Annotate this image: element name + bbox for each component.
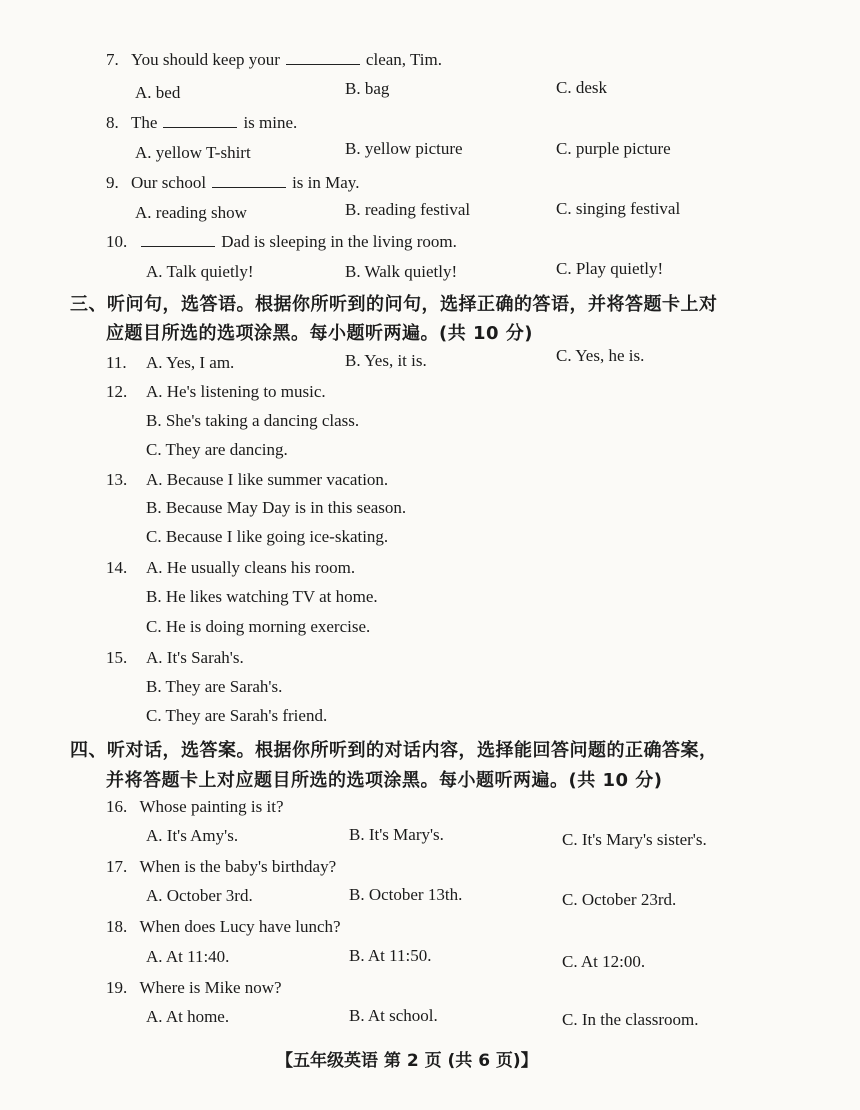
option-13b: B. Because May Day is in this season. bbox=[146, 498, 407, 517]
question-12-number: 12. bbox=[106, 382, 128, 401]
option-18a: A. At 11:40. bbox=[146, 947, 230, 966]
page-footer: 【五年级英语 第 2 页 (共 6 页)】 bbox=[276, 1051, 538, 1071]
option-11c: C. Yes, he is. bbox=[556, 346, 645, 365]
option-17b: B. October 13th. bbox=[349, 885, 463, 904]
question-9 bbox=[106, 173, 359, 193]
option-16b: B. It's Mary's. bbox=[349, 825, 444, 844]
option-14b: B. He likes watching TV at home. bbox=[146, 587, 378, 606]
option-9c: C. singing festival bbox=[556, 199, 681, 218]
option-8c: C. purple picture bbox=[556, 139, 671, 158]
section-4-heading-line1: 四、听对话，选答案。根据你所听到的对话内容，选择能回答问题的正确答案， bbox=[70, 740, 718, 761]
question-number: 16. bbox=[106, 797, 128, 816]
option-7b: B. bag bbox=[345, 79, 390, 98]
option-17c: C. October 23rd. bbox=[562, 890, 677, 909]
answer-blank bbox=[163, 113, 237, 128]
question-number: 7. bbox=[106, 50, 119, 69]
question-8 bbox=[106, 113, 297, 133]
option-9b: B. reading festival bbox=[345, 200, 471, 219]
question-11-number: 11. bbox=[106, 353, 127, 372]
answer-blank bbox=[141, 232, 215, 247]
option-7a: A. bed bbox=[135, 83, 181, 102]
option-9a: A. reading show bbox=[135, 203, 247, 222]
question-15-number: 15. bbox=[106, 648, 128, 667]
section-3-heading-line2: 应题目所选的选项涂黑。每小题听两遍。(共 10 分) bbox=[106, 323, 534, 344]
question-7 bbox=[106, 50, 442, 70]
section-3-heading-line1: 三、听问句，选答语。根据你所听到的问句，选择正确的答语，并将答题卡上对 bbox=[70, 294, 718, 315]
option-13a: A. Because I like summer vacation. bbox=[146, 470, 389, 489]
question-number: 17. bbox=[106, 857, 128, 876]
option-16c: C. It's Mary's sister's. bbox=[562, 830, 707, 849]
option-12b: B. She's taking a dancing class. bbox=[146, 411, 360, 430]
option-10a: A. Talk quietly! bbox=[146, 262, 254, 281]
question-text-post: is mine. bbox=[243, 113, 298, 132]
question-19 bbox=[106, 978, 282, 998]
question-18 bbox=[106, 917, 341, 937]
question-text-pre: You should keep your bbox=[131, 50, 280, 69]
question-10 bbox=[106, 232, 457, 252]
option-8a: A. yellow T-shirt bbox=[135, 143, 251, 162]
option-10b: B. Walk quietly! bbox=[345, 262, 458, 281]
answer-blank bbox=[212, 173, 286, 188]
option-15b: B. They are Sarah's. bbox=[146, 677, 283, 696]
question-16 bbox=[106, 797, 284, 817]
answer-blank bbox=[286, 50, 360, 65]
option-12a: A. He's listening to music. bbox=[146, 382, 326, 401]
option-14c: C. He is doing morning exercise. bbox=[146, 617, 371, 636]
question-text-post: clean, Tim. bbox=[365, 50, 442, 69]
question-number: 19. bbox=[106, 978, 128, 997]
option-19b: B. At school. bbox=[349, 1006, 438, 1025]
option-18c: C. At 12:00. bbox=[562, 952, 646, 971]
question-text-pre: The bbox=[131, 113, 158, 132]
question-text: When is the baby's birthday? bbox=[139, 857, 337, 876]
question-text: When does Lucy have lunch? bbox=[139, 917, 341, 936]
option-14a: A. He usually cleans his room. bbox=[146, 558, 356, 577]
option-15a: A. It's Sarah's. bbox=[146, 648, 244, 667]
option-11a: A. Yes, I am. bbox=[146, 353, 235, 372]
question-17 bbox=[106, 857, 336, 877]
question-number: 18. bbox=[106, 917, 128, 936]
question-text-post: Dad is sleeping in the living room. bbox=[221, 232, 457, 251]
question-13-number: 13. bbox=[106, 470, 128, 489]
option-16a: A. It's Amy's. bbox=[146, 826, 239, 845]
option-19c: C. In the classroom. bbox=[562, 1010, 699, 1029]
question-14-number: 14. bbox=[106, 558, 128, 577]
question-number: 8. bbox=[106, 113, 119, 132]
option-11b: B. Yes, it is. bbox=[345, 351, 427, 370]
question-text-post: is in May. bbox=[292, 173, 360, 192]
option-17a: A. October 3rd. bbox=[146, 886, 253, 905]
option-15c: C. They are Sarah's friend. bbox=[146, 706, 328, 725]
question-text: Where is Mike now? bbox=[139, 978, 282, 997]
question-number: 9. bbox=[106, 173, 119, 192]
option-12c: C. They are dancing. bbox=[146, 440, 288, 459]
question-text-pre: Our school bbox=[131, 173, 207, 192]
option-7c: C. desk bbox=[556, 78, 607, 97]
option-10c: C. Play quietly! bbox=[556, 259, 664, 278]
option-8b: B. yellow picture bbox=[345, 139, 463, 158]
option-19a: A. At home. bbox=[146, 1007, 230, 1026]
option-13c: C. Because I like going ice-skating. bbox=[146, 527, 389, 546]
section-4-heading-line2: 并将答题卡上对应题目所选的选项涂黑。每小题听两遍。(共 10 分) bbox=[106, 770, 663, 791]
option-18b: B. At 11:50. bbox=[349, 946, 432, 965]
question-text: Whose painting is it? bbox=[139, 797, 284, 816]
question-number: 10. bbox=[106, 232, 128, 251]
